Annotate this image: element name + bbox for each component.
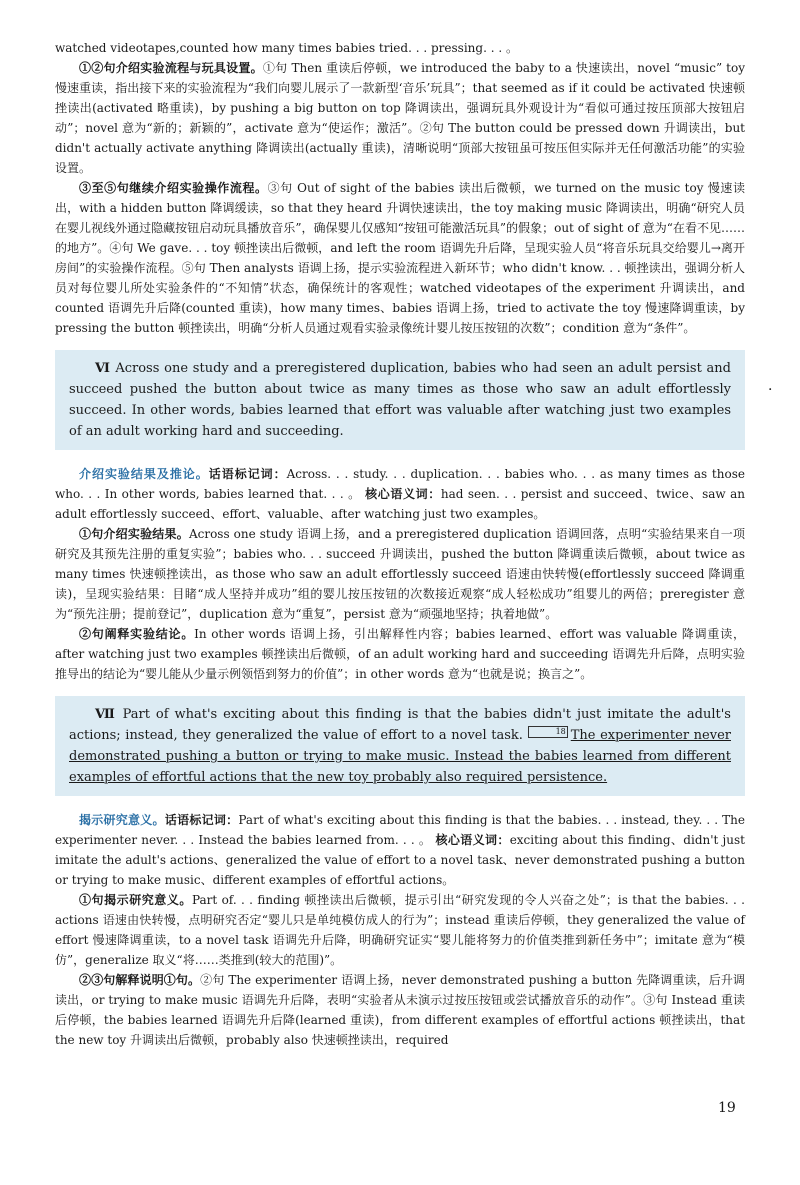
question-number-tag: 18 — [528, 726, 568, 738]
section-heading: 介绍实验结果及推论。 — [79, 467, 209, 481]
passage-numeral: Ⅶ — [95, 707, 117, 722]
paragraph-heading: ①句揭示研究意义。 — [79, 893, 192, 907]
keyword-label: 核心语义词： — [435, 833, 510, 847]
paragraph-text: In other words 语调上扬，引出解释性内容；babies learned、effort was valuable 降调重读，after watching just two examples 顿挫读出后微顿，of an adult working hard and succeeding 语调先升后降，点明实验推导出的结论为“婴儿能从少量示例领悟到努力的价值”；in other words 意为“也就是说；换言之”。 — [55, 627, 745, 681]
paragraph — [55, 524, 745, 624]
paragraph-text: Across one study 语调上扬，and a preregistered duplication 语调回落，点明“实验结果来自一项研究及其预先注册的重复实验”；babies who. . . succeed 升调读出，pushed the button 降调重读后微顿，about twice as many times 快速顿挫读出，as those who saw an adult effortlessly succeed 语速由快转慢(effortlessly succeed 降调重读)，呈现实验结果：目睹“成人坚持并成功”组的婴儿按压按钮的次数接近观察“成人轻松成功”组婴儿的两倍；preregister 意为“预先注册；提前登记”，duplication 意为“重复”，persist 意为“顽强地坚持；执着地做”。 — [55, 527, 745, 621]
keyword-label: 话语标记词： — [208, 467, 287, 481]
paragraph-heading: ②句阐释实验结论。 — [79, 627, 195, 641]
passage-box-6 — [55, 350, 745, 450]
keyword-label: 话语标记词： — [164, 813, 239, 827]
paragraph-text: ②句 The experimenter 语调上扬，never demonstrated pushing a button 先降调重读，后升调读出，or trying to make music 语调先升后降，表明“实验者从未演示过按压按钮或尝试播放音乐的动作”。③句 Instead 重读后停顿，the babies learned 语调先升后降(learned 重读)，from different examples of effortful actions 顿挫读出，that the new toy 升调读出后微顿，probably also 快速顿挫读出，required — [55, 973, 745, 1047]
paragraph — [55, 970, 745, 1050]
page-content — [55, 38, 745, 1050]
continued-line: watched videotapes,counted how many times babies tried. . . pressing. . . 。 — [55, 41, 518, 55]
paragraph-text: ③句 Out of sight of the babies 读出后微顿，we turned on the music toy 慢速读出，with a hidden button 降调缓读，so that they heard 升调快速读出，the toy making music 降调读出，明确“研究人员在婴儿视线外通过隐藏按钮启动玩具播放音乐”，确保婴儿仅感知“按钮可能激活玩具”的假象；out of sight of 意为“在看不见……的地方”。④句 We gave. . . toy 顿挫读出后微顿，and left the room 语调先升后降，呈现实验人员“将音乐玩具交给婴儿→离开房间”的实验操作流程。⑤句 Then analysts 语调上扬，提示实验流程进入新环节；who didn't know. . . 顿挫读出，强调分析人员对每位婴儿所处实验条件的“不知情”状态，确保统计的客观性；watched videotapes of the experiment 升调读出，and counted 语调先升后降(counted 重读)，how many times、babies 语调上扬，tried to activate the toy 慢速降调重读，by pressing the button 顿挫读出，明确“分析人员通过观看实验录像统计婴儿按压按钮的次数”；condition 意为“条件”。 — [55, 181, 745, 335]
paragraph — [55, 178, 745, 338]
passage-box-7 — [55, 696, 745, 796]
page-number: 19 — [718, 1100, 736, 1116]
paragraph — [55, 58, 745, 178]
keyword-text: exciting about this finding、didn't just imitate the adult's actions、generalized the value of effort to a novel task、never demonstrated pushing a button or trying to make music、different examples of effortful actions。 — [55, 833, 745, 887]
paragraph — [55, 890, 745, 970]
underlined-text: The experimenter never demonstrated pushing a button or trying to make music. Instead the babies learned from different examples of effortful actions that the new toy probably also required persistence. — [69, 728, 731, 785]
keyword-text: had seen. . . persist and succeed、twice、saw an adult effortlessly succeed、effort、valuable、after watching just two examples。 — [55, 487, 745, 521]
passage-text — [69, 358, 731, 442]
paragraph-heading: ①②句介绍实验流程与玩具设置。 — [79, 61, 263, 75]
paragraph-heading: ①句介绍实验结果。 — [79, 527, 189, 541]
paragraph-heading: ②③句解释说明①句。 — [79, 973, 201, 987]
keyword-label: 核心语义词： — [365, 487, 441, 501]
paragraph — [55, 624, 745, 684]
section-heading: 揭示研究意义。 — [79, 813, 165, 827]
keyword-text: Across. . . study. . . duplication. . . babies who. . . as many times as those who. . . In other words, babies learned that. . . 。 — [55, 467, 745, 501]
paragraph-text: ①句 Then 重读后停顿，we introduced the baby to a 快速读出，novel “music” toy 慢速重读，指出接下来的实验流程为“我们向婴儿展示了一款新型‘音乐’玩具”；that seemed as if it could be activated 快速顿挫读出(activated 略重读)，by pushing a big button on top 降调读出，强调玩具外观设计为“看似可通过按压顶部大按钮启动”；novel 意为“新的；新颖的”，activate 意为“使运作；激活”。②句 The button could be pressed down 升调读出，but didn't actually activate anything 降调读出(actually 重读)，清晰说明“顶部大按钮虽可按压但实际并无任何激活功能”的实验设置。 — [55, 61, 745, 175]
passage-body: Part of what's exciting about this finding is that the babies didn't just imitate the adult's actions; instead, they generalized the value of effort to a novel task. — [69, 707, 731, 743]
passage-text — [69, 704, 731, 788]
passage-numeral: Ⅵ — [95, 361, 111, 376]
paragraph — [55, 810, 745, 890]
paragraph-heading: ③至⑤句继续介绍实验操作流程。 — [79, 181, 268, 195]
paragraph — [55, 464, 745, 524]
paragraph-text: Part of. . . finding 顿挫读出后微顿，提示引出“研究发现的令人兴奋之处”；is that the babies. . . actions 语速由快转慢，点明研究否定“婴儿只是单纯模仿成人的行为”；instead 重读后停顿，they generalized the value of effort 慢速降调重读，to a novel task 语调先升后降，明确研究证实“婴儿能将努力的价值类推到新任务中”；imitate 意为“模仿”，generalize 取义“将……类推到(较大的范围)”。 — [55, 893, 745, 967]
keyword-text: Part of what's exciting about this finding is that the babies. . . instead, they. . . The experimenter never. . . Instead the babies learned from. . . 。 — [55, 813, 745, 847]
passage-body: Across one study and a preregistered duplication, babies who had seen an adult persist and succeed pushed the button about twice as many times as those who saw an adult effortlessly succeed. In other words, babies learned that effort was valuable after watching just two examples of an adult working hard and succeeding. — [69, 361, 731, 439]
margin-dot: · — [768, 382, 773, 398]
